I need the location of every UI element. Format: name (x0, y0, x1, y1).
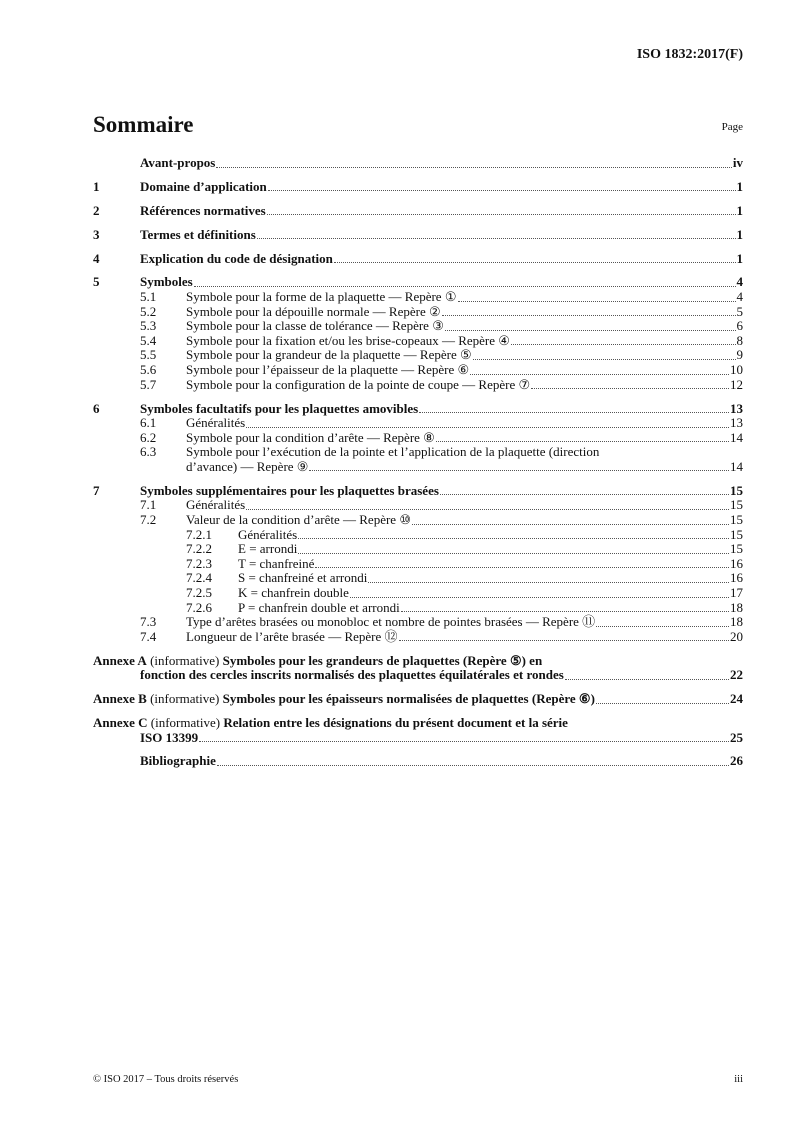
toc-entry[interactable] (93, 586, 743, 601)
toc-entry[interactable] (93, 319, 743, 334)
toc-page-number: 14 (730, 429, 743, 445)
dot-leader (298, 538, 729, 539)
toc-entry-title: Symbole pour la configuration de la pointe de coupe — Repère ⑦ (186, 376, 531, 392)
toc-entry-title: S = chanfreiné et arrondi (238, 570, 368, 586)
toc-entry-title: T = chanfreiné (238, 555, 315, 571)
toc-entry-number: 5.1 (140, 289, 157, 305)
toc-entry-title: Symboles facultatifs pour les plaquettes amovibles (140, 400, 419, 416)
toc-entry[interactable] (93, 431, 743, 446)
toc-entry[interactable] (93, 204, 743, 219)
annex-title-continued: fonction des cercles inscrits normalisés des plaquettes équilatérales et rondes (140, 667, 564, 683)
dot-leader (315, 567, 729, 568)
toc-entry-title: Références normatives (140, 202, 266, 218)
toc-page-number: 10 (730, 362, 743, 378)
toc-page-number: 9 (736, 347, 743, 363)
toc-entry[interactable] (93, 571, 743, 586)
toc-entry-number: 6.2 (140, 429, 157, 445)
dot-leader (194, 286, 736, 287)
dot-leader (268, 190, 736, 191)
toc-entry-title: Bibliographie (140, 753, 216, 769)
toc-entry-title: Avant-propos (140, 155, 216, 170)
toc-entry[interactable] (93, 348, 743, 363)
toc-entry-title: Symbole pour l’exécution de la pointe et l’application de la plaquette (direction (186, 444, 600, 460)
dot-leader (511, 344, 736, 345)
toc-entry-title: Symbole pour la dépouille normale — Repère ② (186, 303, 441, 319)
dot-leader (445, 330, 736, 331)
toc-entry[interactable] (93, 601, 743, 616)
document-id: ISO 1832:2017(F) (636, 47, 743, 62)
toc-entry-number: 3 (93, 226, 100, 242)
dot-leader (368, 582, 729, 583)
toc-entry-number: 5.3 (140, 318, 157, 334)
annex-title: Relation entre les désignations du présent document et la série (223, 714, 568, 730)
toc-page-number: 16 (730, 555, 743, 571)
toc-entry-number: 6.1 (140, 415, 157, 431)
toc-page-number: 14 (730, 458, 743, 474)
toc-entry-title: K = chanfrein double (238, 584, 349, 600)
toc-entry-title: Termes et définitions (140, 226, 256, 242)
toc-entry-title (93, 692, 595, 707)
toc-entry[interactable] (93, 716, 743, 745)
toc-entry-number: 5.5 (140, 347, 157, 363)
toc-entry[interactable] (93, 615, 743, 630)
toc-entry-number: 7.2.4 (186, 570, 212, 586)
toc-entry[interactable] (93, 363, 743, 378)
toc-entry-title: Domaine d’application (140, 178, 267, 194)
toc-entry-number: 7.2.5 (186, 584, 212, 600)
toc-entry-title: Symbole pour l’épaisseur de la plaquette — Repère ⑥ (186, 362, 470, 378)
toc-entry[interactable] (93, 305, 743, 320)
toc-page-number: 24 (730, 691, 743, 707)
toc-entry-number: 5.4 (140, 332, 157, 348)
annex-title: Symboles pour les grandeurs de plaquettes (Repère ⑤) en (222, 652, 543, 668)
dot-leader (596, 626, 729, 627)
dot-leader (298, 553, 729, 554)
toc-entry[interactable] (93, 754, 743, 769)
toc-entry-number: 7.2.6 (186, 599, 212, 615)
toc-entry[interactable] (93, 378, 743, 393)
toc-page-number: 17 (730, 584, 743, 600)
toc-entry-title (93, 716, 568, 731)
toc-page-number: 5 (736, 303, 743, 319)
toc-entry-title: Longueur de l’arête brasée — Repère ⑫ (186, 628, 398, 644)
toc-entry-title: Type d’arêtes brasées ou monobloc et nombre de pointes brasées — Repère ⑪ (186, 614, 596, 630)
toc-entry-title: Valeur de la condition d’arête — Repère ⑩ (186, 511, 411, 527)
dot-leader (399, 640, 729, 641)
annex-label: Annexe C (93, 714, 148, 730)
toc-page-number: 25 (730, 729, 743, 745)
toc-entry[interactable] (93, 445, 743, 474)
toc-page-number: 13 (730, 400, 743, 416)
toc-page-number: 13 (730, 415, 743, 431)
dot-leader (401, 611, 729, 612)
annex-title-continued: ISO 13399 (140, 729, 199, 745)
toc-entry-title: Symboles (140, 274, 193, 290)
toc-entry[interactable] (93, 654, 743, 683)
toc-page-number: 4 (736, 274, 743, 290)
dot-leader (436, 441, 729, 442)
annex-kind: (informative) (146, 652, 223, 668)
toc-entry[interactable] (93, 498, 743, 513)
toc-entry-number: 7.2.2 (186, 541, 212, 557)
toc-entry[interactable] (93, 252, 743, 267)
toc-entry-number: 7.2.3 (186, 555, 212, 571)
toc-page-number: 6 (736, 318, 743, 334)
dot-leader (458, 301, 736, 302)
toc-entry-title: Symbole pour la grandeur de la plaquette — Repère ⑤ (186, 347, 472, 363)
dot-leader (470, 374, 729, 375)
dot-leader (350, 597, 729, 598)
toc-page-number: 15 (730, 541, 743, 557)
toc-entry[interactable] (93, 542, 743, 557)
page-column-label: Page (721, 121, 743, 133)
dot-leader (565, 679, 729, 680)
dot-leader (412, 524, 729, 525)
toc-entry[interactable] (93, 692, 743, 707)
toc-page-number: 15 (730, 526, 743, 542)
toc-entry-number: 5.2 (140, 303, 157, 319)
dot-leader (257, 238, 736, 239)
toc-entry[interactable] (93, 228, 743, 243)
toc-entry-number: 7.1 (140, 497, 157, 513)
page-number: iii (734, 1074, 743, 1085)
dot-leader (216, 167, 732, 168)
toc-page-number: 15 (730, 497, 743, 513)
toc-entry[interactable] (93, 416, 743, 431)
dot-leader (199, 741, 729, 742)
dot-leader (217, 765, 729, 766)
toc-entry-number: 7.2 (140, 511, 157, 527)
toc-entry-number: 7.3 (140, 614, 157, 630)
toc-entry[interactable] (93, 290, 743, 305)
toc-entry-title: Explication du code de désignation (140, 250, 333, 266)
page-title: Sommaire (93, 112, 194, 137)
toc-entry-number: 4 (93, 250, 100, 266)
toc-entry-title: Symbole pour la condition d’arête — Repère ⑧ (186, 429, 435, 445)
copyright: © ISO 2017 – Tous droits réservés (93, 1074, 239, 1085)
toc-page-number: 22 (730, 667, 743, 683)
toc-entry[interactable] (93, 557, 743, 572)
toc-page-number: 18 (730, 599, 743, 615)
toc-entry-number: 6 (93, 400, 100, 416)
toc-entry[interactable] (93, 513, 743, 528)
toc-entry-number: 5.7 (140, 376, 157, 392)
toc-entry-title: E = arrondi (238, 541, 298, 557)
table-of-contents (93, 156, 743, 769)
toc-page-number: 8 (736, 332, 743, 348)
toc-page-number: 20 (730, 628, 743, 644)
dot-leader (440, 494, 729, 495)
toc-entry-number: 6.3 (140, 444, 157, 460)
toc-entry-number: 7.4 (140, 628, 157, 644)
toc-page-number: 1 (736, 226, 743, 242)
toc-entry-title: Symbole pour la fixation et/ou les brise-copeaux — Repère ④ (186, 332, 510, 348)
toc-entry-title: Symbole pour la classe de tolérance — Repère ③ (186, 318, 444, 334)
toc-entry[interactable] (93, 180, 743, 195)
dot-leader (531, 388, 729, 389)
toc-entry-number: 1 (93, 178, 100, 194)
toc-entry-title: Généralités (186, 415, 246, 431)
dot-leader (473, 359, 736, 360)
toc-page-number: 15 (730, 511, 743, 527)
toc-page-number: 1 (736, 202, 743, 218)
toc-page-number: 26 (730, 753, 743, 769)
toc-entry-title (93, 654, 542, 669)
toc-page-number: 1 (736, 178, 743, 194)
toc-entry-title-continued: d’avance) — Repère ⑨ (186, 458, 309, 474)
toc-entry-number: 5 (93, 274, 100, 290)
annex-title: Symboles pour les épaisseurs normalisées de plaquettes (Repère ⑥) (222, 691, 595, 707)
toc-entry-title: Généralités (186, 497, 246, 513)
toc-entry[interactable] (93, 275, 743, 290)
dot-leader (442, 315, 736, 316)
annex-kind: (informative) (146, 691, 223, 707)
footer (93, 1074, 743, 1085)
dot-leader (334, 262, 736, 263)
toc-page-number: 16 (730, 570, 743, 586)
toc-entry-title: Symboles supplémentaires pour les plaquettes brasées (140, 482, 439, 498)
toc-entry-number: 5.6 (140, 362, 157, 378)
toc-entry[interactable] (93, 484, 743, 499)
toc-entry-title: Généralités (238, 526, 298, 542)
toc-page-number: 1 (736, 250, 743, 266)
toc-page-number: 18 (730, 614, 743, 630)
toc-entry-title: Symbole pour la forme de la plaquette — Repère ① (186, 289, 457, 305)
toc-entry[interactable] (93, 528, 743, 543)
toc-page-number: 12 (730, 376, 743, 392)
dot-leader (246, 427, 729, 428)
toc-entry-number: 7.2.1 (186, 526, 212, 542)
toc-entry-number: 2 (93, 202, 100, 218)
dot-leader (419, 412, 729, 413)
toc-page-number: 15 (730, 482, 743, 498)
annex-kind: (informative) (147, 714, 224, 730)
annex-label: Annexe B (93, 691, 147, 707)
dot-leader (267, 214, 736, 215)
toc-page-number: 4 (736, 289, 743, 305)
toc-page-number: iv (732, 155, 743, 170)
dot-leader (596, 703, 729, 704)
toc-entry[interactable] (93, 334, 743, 349)
toc-entry[interactable] (93, 630, 743, 645)
annex-label: Annexe A (93, 652, 147, 668)
toc-entry[interactable] (93, 156, 743, 171)
dot-leader (309, 470, 729, 471)
dot-leader (246, 509, 729, 510)
toc-entry[interactable] (93, 402, 743, 417)
toc-entry-title: P = chanfrein double et arrondi (238, 599, 400, 615)
toc-entry-number: 7 (93, 482, 100, 498)
